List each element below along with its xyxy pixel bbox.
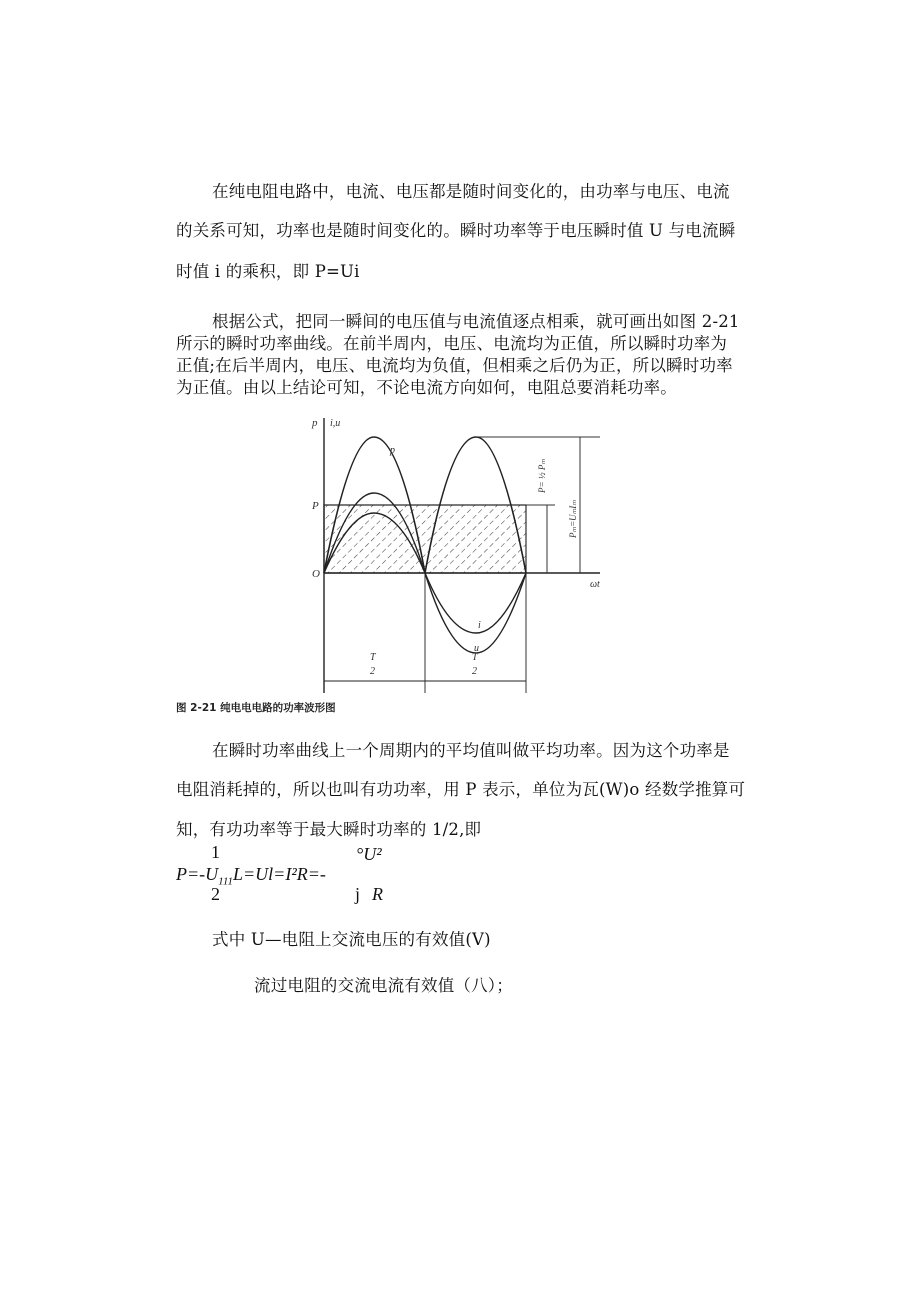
- formula-den2b: R: [372, 884, 383, 904]
- para2-line3: 正值;在后半周内，电压、电流均为负值，但相乘之后仍为正，所以瞬时功率: [176, 356, 733, 375]
- wt-label: ωt: [590, 579, 600, 590]
- p-half-label: P= ½ Pₘ: [537, 459, 547, 493]
- t-label-1: T: [370, 652, 376, 663]
- p-axis-label: p: [312, 417, 318, 429]
- para3-line2: 电阻消耗掉的，所以也叫有功功率，用 P 表示，单位为瓦(W)o 经数学推算可: [176, 780, 746, 799]
- para3-line3: 知，有功功率等于最大瞬时功率的 1/2,即: [176, 820, 482, 839]
- formula-den1: 2: [211, 884, 220, 904]
- para2-line1: 根据公式，把同一瞬间的电压值与电流值逐点相乘，就可画出如图 2-21: [212, 312, 740, 331]
- formula-main: $P=-U_{111}L=Ul=I^2R=-$: [176, 864, 326, 888]
- origin-label: O: [312, 568, 320, 580]
- para2-line2: 所示的瞬时功率曲线。在前半周内，电压、电流均为正值，所以瞬时功率为: [176, 334, 728, 353]
- p-curve-label: p: [390, 445, 395, 456]
- u-curve-label: u: [474, 643, 479, 654]
- para2-line4: 为正值。由以上结论可知，不论电流方向如何，电阻总要消耗功率。: [176, 378, 677, 397]
- p-level-label: P: [312, 500, 319, 512]
- para1-line2: 的关系可知，功率也是随时间变化的。瞬时功率等于电压瞬时值 U 与电流瞬: [176, 221, 736, 240]
- para1-line3: 时值 i 的乘积，即 P=Ui: [176, 262, 360, 281]
- average-power-area: [324, 505, 526, 573]
- two-label-1: 2: [370, 666, 375, 677]
- two-label-2: 2: [472, 666, 477, 677]
- para3-line1: 在瞬时功率曲线上一个周期内的平均值叫做平均功率。因为这个功率是: [212, 741, 730, 760]
- t-label-2: T: [472, 652, 478, 663]
- power-waveform-figure: [300, 408, 610, 698]
- iu-axis-label: i,u: [330, 418, 341, 429]
- para1-line1: 在纯电阻电路中，电流、电压都是随时间变化的，由功率与电压、电流: [212, 182, 730, 201]
- figure-caption: 图 2-21 纯电电电路的功率波形图: [176, 702, 336, 714]
- formula-num1: 1: [211, 842, 220, 862]
- para4-line1: 式中 U—电阻上交流电压的有效值(V): [212, 930, 491, 949]
- para4-line2: 流过电阻的交流电流有效值（八）；: [254, 976, 513, 995]
- pm-label: Pₘ=UₘIₘ: [568, 500, 578, 538]
- formula-den2a: j: [355, 884, 361, 904]
- i-curve-label: i: [478, 620, 481, 631]
- formula-num2: °U²: [356, 844, 382, 864]
